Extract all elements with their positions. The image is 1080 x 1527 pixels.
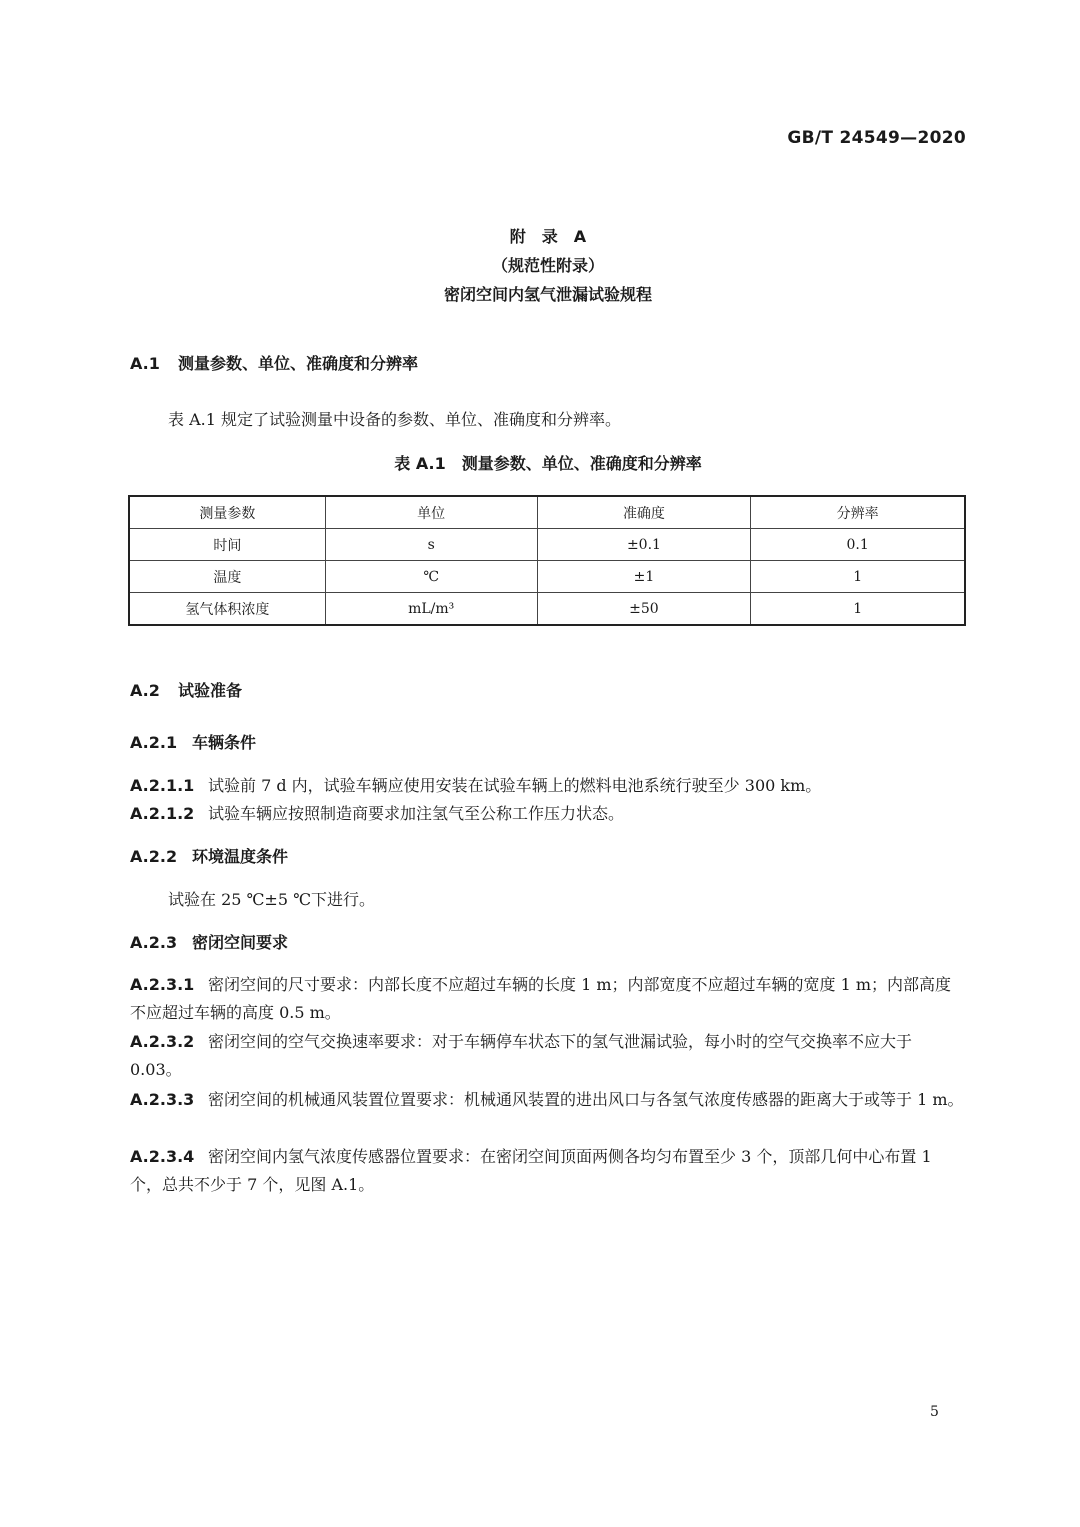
clause-number: A.2.3.1 <box>130 975 195 994</box>
clause-text: 试验前 7 d 内，试验车辆应使用安装在试验车辆上的燃料电池系统行驶至少 300 km。 <box>208 776 822 795</box>
table-cell: ±50 <box>537 593 751 626</box>
clause-text: 密闭空间的空气交换速率要求：对于车辆停车状态下的氢气泄漏试验，每小时的空气交换率不应大于 0.03。 <box>130 1032 913 1079</box>
section-number: A.2.3 <box>130 933 178 952</box>
appendix-title <box>0 222 1080 309</box>
table-cell: 0.1 <box>751 529 965 561</box>
table-cell: 时间 <box>129 529 325 561</box>
clause-a211 <box>130 772 966 800</box>
table-row <box>129 593 965 626</box>
section-a22-heading <box>130 845 288 869</box>
clause-a231 <box>130 971 966 1027</box>
section-number: A.2.2 <box>130 847 178 866</box>
table-row <box>129 561 965 593</box>
table-cell: 1 <box>751 593 965 626</box>
section-number: A.2.1 <box>130 733 178 752</box>
page-number: 5 <box>930 1404 939 1420</box>
section-number: A.2 <box>130 681 160 700</box>
clause-number: A.2.3.4 <box>130 1147 195 1166</box>
clause-text: 试验车辆应按照制造商要求加注氢气至公称工作压力状态。 <box>208 804 625 823</box>
clause-text: 密闭空间的尺寸要求：内部长度不应超过车辆的长度 1 m；内部宽度不应超过车辆的宽度 1 m；内部高度不应超过车辆的高度 0.5 m。 <box>130 975 952 1022</box>
appendix-label: 附 录 A <box>509 227 587 246</box>
section-a1-intro: 表 A.1 规定了试验测量中设备的参数、单位、准确度和分辨率。 <box>168 410 621 429</box>
section-a1-heading <box>130 352 418 376</box>
section-a23-heading <box>130 931 288 955</box>
table-cell: mL/m³ <box>325 593 537 626</box>
table-header-cell: 测量参数 <box>129 496 325 529</box>
table-cell: ±0.1 <box>537 529 751 561</box>
section-title: 试验准备 <box>178 681 243 700</box>
table-cell: s <box>325 529 537 561</box>
clause-text: 密闭空间的机械通风装置位置要求：机械通风装置的进出风口与各氢气浓度传感器的距离大于或等于 1 m。 <box>208 1090 964 1109</box>
table-header-cell: 准确度 <box>537 496 751 529</box>
table-row <box>129 529 965 561</box>
table-header-cell: 单位 <box>325 496 537 529</box>
clause-a212 <box>130 800 966 828</box>
clause-number: A.2.3.3 <box>130 1090 195 1109</box>
section-number: A.1 <box>130 354 160 373</box>
section-a21-heading <box>130 731 256 755</box>
section-a2-heading <box>130 679 242 703</box>
clause-a234 <box>130 1143 966 1199</box>
table-cell: 1 <box>751 561 965 593</box>
table-header-cell: 分辨率 <box>751 496 965 529</box>
measurement-table <box>128 495 966 626</box>
table-cell: ±1 <box>537 561 751 593</box>
section-title: 密闭空间要求 <box>192 933 289 952</box>
appendix-name: 密闭空间内氢气泄漏试验规程 <box>443 285 652 304</box>
section-title: 测量参数、单位、准确度和分辨率 <box>178 354 419 373</box>
table-header-row <box>129 496 965 529</box>
clause-number: A.2.3.2 <box>130 1032 195 1051</box>
clause-number: A.2.1.2 <box>130 804 195 823</box>
section-title: 车辆条件 <box>192 733 257 752</box>
table-caption: 表 A.1 测量参数、单位、准确度和分辨率 <box>394 454 702 473</box>
section-a22-text: 试验在 25 ℃±5 ℃下进行。 <box>168 890 376 909</box>
clause-number: A.2.1.1 <box>130 776 195 795</box>
table-cell: 氢气体积浓度 <box>129 593 325 626</box>
clause-a232 <box>130 1028 966 1084</box>
appendix-type: （规范性附录） <box>491 256 604 275</box>
table-cell: 温度 <box>129 561 325 593</box>
table-cell: ℃ <box>325 561 537 593</box>
clause-a233 <box>130 1086 966 1114</box>
clause-text: 密闭空间内氢气浓度传感器位置要求：在密闭空间顶面两侧各均匀布置至少 3 个，顶部几何中心布置 1 个，总共不少于 7 个，见图 A.1。 <box>130 1147 932 1194</box>
section-title: 环境温度条件 <box>192 847 289 866</box>
standard-code: GB/T 24549—2020 <box>787 128 966 148</box>
